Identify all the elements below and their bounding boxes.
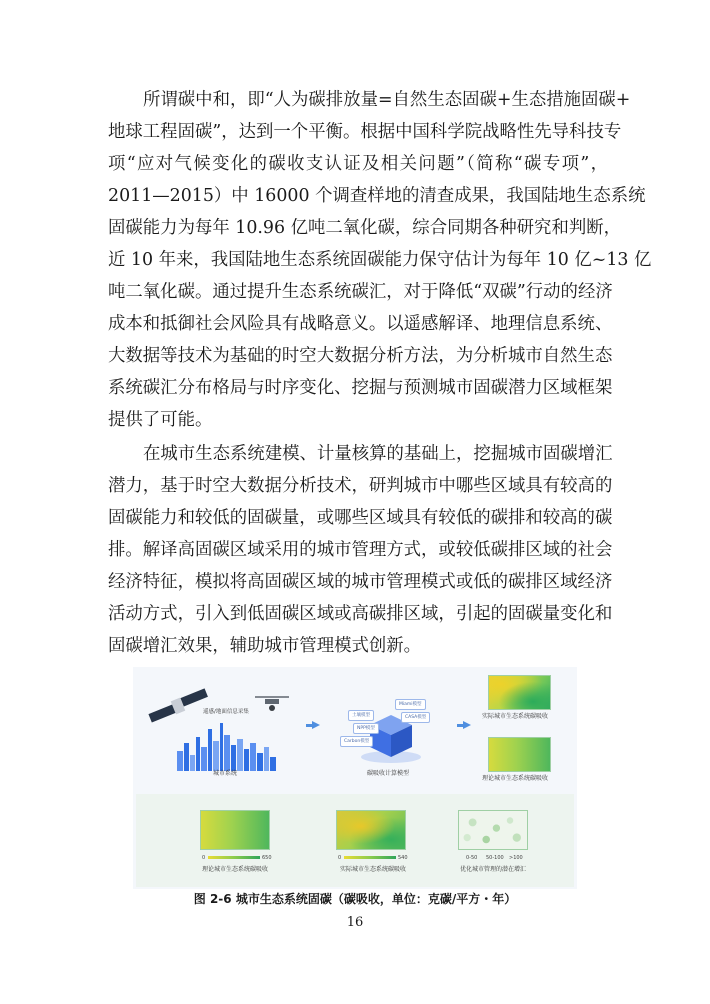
scale-bar <box>208 856 260 859</box>
model-chip: NPP模型 <box>353 723 379 734</box>
paragraph-2-line-4: 排。解译高固碳区域采用的城市管理方式，或较低碳排区域的社会 <box>108 540 613 560</box>
potential-sink-label: 优化城市管理的潜在增汇 <box>460 866 527 873</box>
theoretical-carbon-map <box>200 810 270 850</box>
scale-bar <box>344 856 396 859</box>
paragraph-1-line-10: 系统碳汇分布格局与时序变化、挖掘与预测城市固碳潜力区域框架 <box>108 378 613 398</box>
paragraph-2-line-7: 固碳增汇效果，辅助城市管理模式创新。 <box>108 636 422 656</box>
drone-icon <box>255 697 289 711</box>
paragraph-1-line-6: 近 10 年来，我国陆地生态系统固碳能力保守估计为每年 10 亿~13 亿 <box>108 250 652 270</box>
scale-max: 540 <box>398 855 408 861</box>
remote-sensing-label: 遥感/地面信息采集 <box>203 709 249 715</box>
model-chip: Carbon模型 <box>340 736 373 747</box>
paragraph-2-line-1: 在城市生态系统建模、计量核算的基础上，挖掘城市固碳增汇 <box>143 444 613 464</box>
arrow-right-icon <box>312 721 320 729</box>
model-chip: CASA模型 <box>401 712 430 723</box>
actual-carbon-map-top <box>488 675 551 710</box>
legend-item: >100 <box>509 855 523 861</box>
theoretical-carbon-label: 理论城市生态系统碳吸收 <box>202 866 269 873</box>
scale-max: 650 <box>262 855 272 861</box>
paragraph-2-line-6: 活动方式，引入到低固碳区域或高碳排区域，引起的固碳量变化和 <box>108 604 613 624</box>
satellite-icon <box>148 688 207 722</box>
potential-sink-map <box>458 810 528 850</box>
legend-item: 50-100 <box>486 855 504 861</box>
theoretical-carbon-label-top: 理论城市生态系统碳吸收 <box>482 775 549 782</box>
paragraph-1-line-1: 所谓碳中和，即“人为碳排放量=自然生态固碳+生态措施固碳+ <box>143 90 631 110</box>
city-system-illustration <box>147 683 297 779</box>
model-chip: Miami模型 <box>395 699 426 710</box>
paragraph-1-line-5: 固碳能力为每年 10.96 亿吨二氧化碳，综合同期各种研究和判断， <box>108 218 622 238</box>
model-chip: 土壤模型 <box>348 710 374 721</box>
scale-min: 0 <box>202 855 206 861</box>
comparison-panel <box>136 794 574 887</box>
actual-carbon-map <box>336 810 406 850</box>
paragraph-1-line-4: 2011—2015）中 16000 个调查样地的清查成果，我国陆地生态系统 <box>108 186 646 206</box>
model-label: 碳吸收计算模型 <box>367 770 410 777</box>
figure-caption: 图 2-6 城市生态系统固碳（碳吸收，单位：克碳/平方・年） <box>193 892 517 906</box>
actual-carbon-label-top: 实际城市生态系统碳吸收 <box>482 713 549 720</box>
paragraph-1-line-3: 项“应对气候变化的碳收支认证及相关问题”（简称“碳专项”， <box>108 154 608 174</box>
legend-item: 0-50 <box>466 855 478 861</box>
city-system-label: 城市系统 <box>213 770 238 777</box>
paragraph-1-line-11: 提供了可能。 <box>108 410 213 430</box>
paragraph-1-line-7: 吨二氧化碳。通过提升生态系统碳汇，对于降低“双碳”行动的经济 <box>108 282 613 302</box>
paragraph-2-line-2: 潜力，基于时空大数据分析技术，研判城市中哪些区域具有较高的 <box>108 476 613 496</box>
paragraph-1-line-9: 大数据等技术为基础的时空大数据分析方法，为分析城市自然生态 <box>108 346 613 366</box>
paragraph-1-line-8: 成本和抵御社会风险具有战略意义。以遥感解译、地理信息系统、 <box>108 314 613 334</box>
paragraph-2-line-3: 固碳能力和较低的固碳量，或哪些区域具有较低的碳排和较高的碳 <box>108 508 613 528</box>
city-skyline-icon <box>177 723 276 771</box>
actual-carbon-label: 实际城市生态系统碳吸收 <box>340 866 407 873</box>
theoretical-carbon-map-top <box>488 737 551 772</box>
page-number: 16 <box>346 915 364 930</box>
figure-2-6 <box>133 667 577 889</box>
scale-min: 0 <box>338 855 342 861</box>
paragraph-1-line-2: 地球工程固碳”，达到一个平衡。根据中国科学院战略性先导科技专 <box>108 122 622 142</box>
paragraph-2-line-5: 经济特征，模拟将高固碳区域的城市管理模式或低的碳排区域经济 <box>108 572 613 592</box>
arrow-right-icon <box>463 721 471 729</box>
